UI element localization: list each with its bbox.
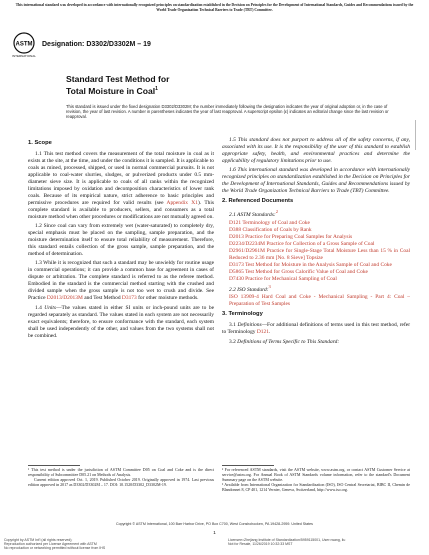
reference-title: Practice for Mechanical Sampling of Coal	[243, 275, 337, 282]
license-note-right: Licensee=Zhejiang Institute of Standardization/5959115001, User=wang, liu Not for Resale, 11/26/2019 10:32:33 MST	[228, 538, 346, 547]
reference-title: Classification of Coals by Rank	[241, 226, 312, 233]
iso-reference[interactable]: ISO 13909-4 Hard Coal and Coke - Mechanical Sampling - Part 4: Coal – Preparation of Test Samples	[229, 294, 410, 308]
logo-caption: INTERNATIONAL	[12, 54, 36, 58]
footnote-rule-right	[222, 465, 274, 466]
link-d3173[interactable]: D3173	[121, 295, 137, 302]
section-heading-terminology: 3. Terminology	[222, 311, 263, 318]
footnote-rule-left	[28, 465, 80, 466]
reference-list	[222, 220, 410, 283]
reference-title: Practice for Preparing Coal Samples for Analysis	[243, 233, 353, 240]
copyright-line: Copyright © ASTM International, 100 Barr Harbor Drive, PO Box C700, West Conshohocken, PA 19428-2959. United States	[116, 522, 313, 526]
paragraph-1-3: 1.3 While it is recognized that such a standard may be unwieldy for routine usage in commercial operations; it can provide a common base for agreement in cases of dispute or arbitration. The complete standard is referred to as the referee method. Embodied in the standard is the commercial method starting with the crushed and divided sample when the gross sample is not too wet to crush and divide. See Practice D2013/D2013M and Test Method D3173 for other moisture methods.	[28, 260, 214, 302]
revision-marker	[415, 120, 419, 150]
paragraph-3-1: 3.1 Definitions—For additional definitions of terms used in this test method, refer to Terminology D121.	[222, 322, 411, 336]
reference-title: Test Method for Gross Calorific Value of Coal and Coke	[243, 268, 368, 275]
footnotes-right	[222, 468, 410, 493]
reference-item	[229, 276, 410, 283]
page-title	[66, 74, 169, 97]
left-column	[28, 137, 214, 342]
reference-code-link[interactable]: D121	[229, 219, 242, 226]
astm-standards-heading: 2.1 ASTM Standards:$^2$	[229, 209, 278, 218]
reference-code-link[interactable]: D2234/D2234M	[229, 240, 265, 247]
reference-item	[229, 234, 410, 241]
paragraph-1-1: 1.1 This test method covers the measurement of the total moisture in coal as it exists at the site, at the time, and under the conditions it is sampled. It is applicable to coals as mined, processed, shipped, or used in normal commercial pursuits. It is not applicable to coal-water slurries, sludges, or pulverized products under 0.5 mm-diameter sieve size. It is applicable to coals of all ranks within the recognized limitations imposed by oxidation and decomposition characteristics of lower rank coals. Because of its empirical nature, strict adherence to basic principles and permissive procedures are required for valid results (see Appendix X1). This complete standard is available to producers, sellers, and consumers as a total moisture method when other procedures or modifications are not mutually agreed on.	[28, 150, 214, 220]
reference-code-link[interactable]: D388	[229, 226, 242, 233]
reference-title: Test Method for Moisture in the Analysis Sample of Coal and Coke	[243, 261, 392, 268]
svg-text:ASTM: ASTM	[15, 41, 33, 48]
section-heading-referenced-documents: 2. Referenced Documents	[222, 198, 294, 205]
reference-item	[229, 248, 410, 262]
designation: Designation: D3302/D3302M – 19	[42, 41, 151, 48]
standard-note: This standard is issued under the fixed designation D3302/D3302M; the number immediately following the designation indicates the year of original adoption or, in the case of revision, the year of last revision. A number in parentheses indicates the year of last reapproval. A superscript epsilon (ε) indicates an editorial change since the last revision or reapproval.	[66, 104, 389, 120]
iso-standard-heading: 2.2 ISO Standard:$^3$	[229, 283, 271, 293]
reference-code-link[interactable]: D2013	[229, 233, 244, 240]
footnotes-left	[28, 468, 214, 488]
footnote-1-edition: Current edition approved Oct. 1, 2019. Published October 2019. Originally approved in 1974. Last previous edition approved in 2017 as D3302/D3302M – 17. DOI: 10.1520/D3302_D3302M-19.	[28, 476, 214, 487]
reference-code-link[interactable]: D7430	[229, 275, 244, 282]
reference-code-link[interactable]: D3173	[229, 261, 244, 268]
reference-title: Practice for Collection of a Gross Sample of Coal	[264, 240, 375, 247]
reference-title: Terminology of Coal and Coke	[241, 219, 310, 226]
reference-item	[229, 220, 410, 227]
license-note-left: Copyright by ASTM Int'l (all rights reserved); Reproduction authorized per License Agreement with ASTM No reproduction or networking permitted without license from IHS	[4, 538, 106, 551]
header-notice: This international standard was developed in accordance with internationally recognized principles on standardization established in the Decision on Principles for the Development of International Standards, Guides and Recommendations issued by the World Trade Organization Technical Barriers to Trade (TBT) Committee.	[15, 3, 414, 12]
link-d2013[interactable]: D2013/D2013M	[46, 295, 83, 302]
reference-title: Practice for Single-Stage Total Moisture Less than 15 % in Coal Reduced to 2.36 mm [No. 8 Sieve] Topsize	[229, 247, 410, 261]
right-column	[222, 137, 410, 348]
page-number: 1	[213, 530, 216, 535]
paragraph-1-6: 1.6 This international standard was developed in accordance with internationally recognized principles on standardization established in the Decision on Principles for the Development of International Standards, Guides and Recommendations issued by the World Trade Organization Technical Barriers to Trade (TBT) Committee.	[222, 167, 410, 195]
reference-item	[229, 269, 410, 276]
link-appendix-x1[interactable]: Appendix X1	[166, 199, 198, 206]
paragraph-1-2: 1.2 Since coal can vary from extremely wet (water-saturated) to completely dry, special emphasis must be placed on the sampling, sample preparation, and the moisture determination itself to ensure total reliability of measurement. Therefore, this standard entails collection of the gross sample, sample preparation, and the method of determination.	[28, 223, 214, 257]
footnote-2: ² For referenced ASTM standards, visit the ASTM website, www.astm.org, or contact ASTM Customer Service at service@astm.org. For Annual Book of ASTM Standards volume information, refer to the standard's Document Summary page on the ASTM website.	[222, 467, 410, 482]
reference-item	[229, 262, 410, 269]
footnote-1: ¹ This test method is under the jurisdiction of ASTM Committee D05 on Coal and Coke and is the direct responsibility of Subcommittee D05.21 on Methods of Analysis.	[28, 467, 214, 477]
paragraph-3-2: 3.2 Definitions of Terms Specific to This Standard:	[229, 338, 340, 345]
paragraph-1-4: 1.4 Units—The values stated in either SI units or inch-pound units are to be regarded separately as standard. The values stated in each system are not necessarily exact equivalents; therefore, to ensure conformance with the standard, each system shall be used independently of the other, and values from the two systems shall not be combined.	[28, 304, 214, 339]
paragraph-1-5: 1.5 This standard does not purport to address all of the safety concerns, if any, associated with its use. It is the responsibility of the user of this standard to establish appropriate safety, health, and environmental practices and determine the applicability of regulatory limitations prior to use.	[222, 137, 410, 164]
footnote-3: ³ Available from International Organization for Standardization (ISO), ISO Central Secretariat, BIBC II, Chemin de Blandonnet 8, CP 401, 1214 Vernier, Geneva, Switzerland, http://www.iso.org.	[222, 481, 410, 492]
reference-item	[229, 241, 410, 248]
title-line-2: Total Moisture in Coal$^1$	[66, 86, 158, 97]
reference-code-link[interactable]: D2961/D2961M	[229, 247, 265, 254]
link-d121[interactable]: D121	[256, 329, 269, 336]
title-line-1: Standard Test Method for	[66, 74, 170, 84]
reference-code-link[interactable]: D5865	[229, 268, 244, 275]
section-heading-scope: 1. Scope	[28, 140, 52, 146]
reference-item	[229, 227, 410, 234]
astm-logo-icon	[12, 32, 36, 58]
